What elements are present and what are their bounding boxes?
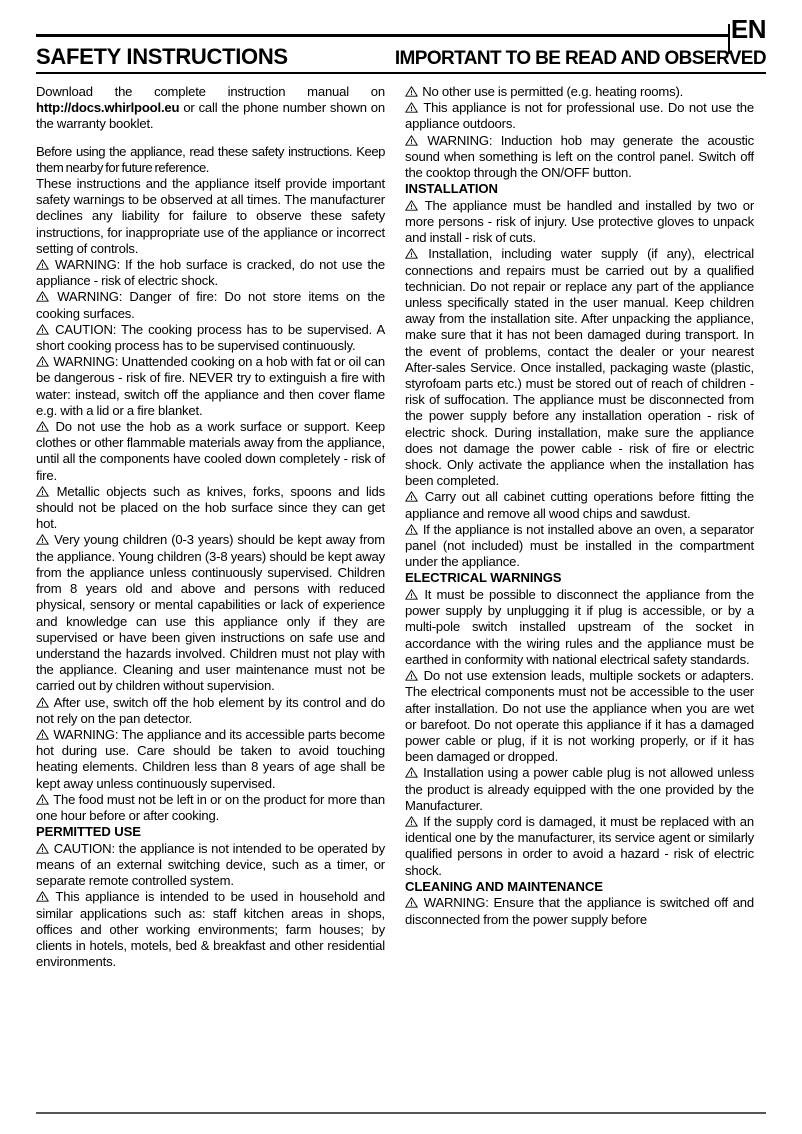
paragraph-text: Metallic objects such as knives, forks, spoons and lids should not be placed on the hob surface since they can get hot. [36, 483, 385, 532]
warning-triangle-icon [36, 729, 49, 740]
warning-triangle-icon [36, 843, 49, 854]
warning-triangle-icon [36, 356, 49, 367]
paragraph-text: WARNING: Danger of fire: Do not store items on the cooking surfaces. [36, 289, 385, 321]
warning-triangle-icon [36, 486, 49, 497]
warning-paragraph [36, 532, 385, 694]
warning-paragraph [36, 257, 385, 289]
section-heading: ELECTRICAL WARNINGS [405, 570, 562, 586]
paragraph-text: Installation, including water supply (if any), electrical connections and repairs must be carried out by a qualified technician. Do not repair or replace any part of the appliance unless specifically stated in the user manual. Keep children away from the installation site. After unpacking the appliance, make sure that it has not been damaged during transport. In the event of problems, contact the dealer or your nearest After-sales Service. Once installed, packaging waste (plastic, styrofoam parts etc.) must be stored out of reach of children - risk of suffocation. The appliance must be disconnected from the power supply before any installation operation - risk of electric shock. During installation, make sure the appliance does not damage the power cable - risk of fire or electric shock. Only activate the appliance when the installation has been completed. [405, 246, 754, 489]
warning-paragraph [36, 484, 385, 533]
warning-triangle-icon [36, 891, 49, 902]
section-heading: PERMITTED USE [36, 824, 141, 840]
page-title: SAFETY INSTRUCTIONS [36, 44, 288, 69]
paragraph-text: Carry out all cabinet cutting operations before fitting the appliance and remove all wood chips and sawdust. [405, 489, 754, 521]
section-heading: CLEANING AND MAINTENANCE [405, 878, 603, 894]
warning-triangle-icon [405, 200, 418, 211]
warning-paragraph [36, 792, 385, 824]
paragraph-text: WARNING: If the hob surface is cracked, do not use the appliance - risk of electric shock. [36, 257, 385, 289]
title-row [36, 44, 766, 70]
warning-paragraph [36, 841, 385, 890]
paragraph-spacer [36, 133, 385, 144]
body-paragraph [36, 144, 385, 176]
page-subtitle: IMPORTANT TO BE READ AND OBSERVED [394, 48, 766, 69]
paragraph-text: CAUTION: the appliance is not intended to be operated by means of an external switching device, such as a timer, or separate remote controlled system. [36, 840, 385, 889]
paragraph-text: These instructions and the appliance itself provide important safety warnings to be observed at all times. The manufacturer declines any liability for failure to observe these safety instructions, for inappropriate use of the appliance or incorrect setting of controls. [36, 176, 385, 256]
warning-paragraph [405, 84, 754, 100]
warning-paragraph [36, 889, 385, 970]
warning-paragraph [405, 765, 754, 814]
warning-triangle-icon [36, 259, 49, 270]
language-code: EN [730, 14, 766, 44]
paragraph-text: The food must not be left in or on the product for more than one hour before or after cooking. [36, 791, 385, 823]
paragraph-text: No other use is permitted (e.g. heating rooms). [422, 84, 684, 99]
warning-paragraph [36, 695, 385, 727]
paragraph-text: If the supply cord is damaged, it must be replaced with an identical one by the manufacturer, its service agent or similarly qualified persons in order to avoid a hazard - risk of electric shock. [405, 813, 754, 878]
warning-triangle-icon [36, 534, 49, 545]
warning-triangle-icon [36, 291, 49, 302]
warning-triangle-icon [405, 670, 418, 681]
warning-paragraph [405, 895, 754, 927]
left-column [36, 84, 385, 1084]
warning-paragraph [36, 419, 385, 484]
paragraph-text: If the appliance is not installed above an oven, a separator panel (not included) must be installed in the compartment under the appliance. [405, 521, 754, 570]
paragraph-text: After use, switch off the hob element by its control and do not rely on the pan detector. [36, 694, 385, 726]
warning-paragraph [405, 814, 754, 879]
paragraph-text: It must be possible to disconnect the appliance from the power supply by unplugging it if plug is accessible, or by a multi-pole switch installed upstream of the socket in accordance with the wiring rules and the appliance must be earthed in conformity with national electrical safety standards. [405, 587, 754, 667]
warning-paragraph [405, 522, 754, 571]
warning-paragraph [405, 100, 754, 132]
warning-triangle-icon [405, 767, 418, 778]
warning-triangle-icon [405, 491, 418, 502]
header-rule [36, 34, 728, 37]
warning-triangle-icon [405, 248, 418, 259]
paragraph-text: WARNING: Ensure that the appliance is switched off and disconnected from the power supply before [405, 895, 754, 927]
paragraph-text: WARNING: The appliance and its accessible parts become hot during use. Care should be taken to avoid touching heating elements. Children less than 8 years of age shall be kept away unless continuously supervised. [36, 726, 385, 791]
section-heading: INSTALLATION [405, 181, 498, 197]
header-underline [36, 72, 766, 74]
warning-triangle-icon [405, 816, 418, 827]
page-header [36, 14, 766, 78]
warning-triangle-icon [405, 86, 418, 97]
warning-triangle-icon [405, 897, 418, 908]
paragraph-text: WARNING: Induction hob may generate the acoustic sound when something is left on the control panel. Switch off the cooktop through the ON/OFF button. [405, 132, 754, 181]
paragraph-text: Very young children (0-3 years) should be kept away from the appliance. Young children (3-8 years) should be kept away from the appliance unless continuously supervised. Children from 8 years old and above and persons with reduced physical, sensory or mental capabilities or lack of experience and knowledge can use this appliance only if they are supervised or have been given instructions on safe use and understand the hazards involved. Children must not play with the appliance. Cleaning and user maintenance must not be carried out by children without supervision. [36, 532, 386, 694]
two-column-body [36, 84, 766, 1084]
warning-paragraph [36, 354, 385, 419]
warning-paragraph [405, 587, 754, 668]
warning-triangle-icon [405, 589, 418, 600]
warning-triangle-icon [36, 421, 49, 432]
warning-paragraph [405, 198, 754, 247]
warning-paragraph [405, 489, 754, 521]
warning-triangle-icon [405, 135, 418, 146]
warning-paragraph [36, 322, 385, 354]
warning-paragraph [36, 289, 385, 321]
body-paragraph [36, 176, 385, 257]
warning-paragraph [405, 246, 754, 489]
paragraph-text: Installation using a power cable plug is not allowed unless the product is already equipped with the one provided by the Manufacturer. [405, 765, 754, 813]
warning-triangle-icon [36, 697, 49, 708]
warning-triangle-icon [405, 524, 418, 535]
paragraph-text: This appliance is not for professional use. Do not use the appliance outdoors. [405, 100, 754, 132]
warning-paragraph [405, 668, 754, 765]
body-paragraph [36, 84, 385, 133]
paragraph-text: The appliance must be handled and installed by two or more persons - risk of injury. Use protective gloves to unpack and install - risk of cuts. [405, 197, 755, 246]
paragraph-text: This appliance is intended to be used in household and similar applications such as: staff kitchen areas in shops, offices and other working environments; farm houses; by clients in hotels, motels, bed & breakfast and other residential environments. [36, 889, 385, 970]
paragraph-text: CAUTION: The cooking process has to be supervised. A short cooking process has to be supervised continuously. [36, 321, 385, 354]
manual-url: http://docs.whirlpool.eu [36, 100, 180, 116]
paragraph-text: Do not use the hob as a work surface or support. Keep clothes or other flammable materials away from the appliance, until all the components have cooled down completely - risk of fire. [36, 419, 385, 483]
warning-triangle-icon [36, 324, 49, 335]
paragraph-text: Do not use extension leads, multiple sockets or adapters. The electrical components must not be accessible to the user after installation. Do not use the appliance when you are wet or barefoot. Do not operate this appliance if it has a damaged power cable or plug, if it is not working properly, or if it has been damaged or dropped. [405, 668, 754, 765]
footer-rule [36, 1112, 766, 1114]
right-column [405, 84, 754, 1084]
warning-paragraph [405, 133, 754, 182]
paragraph-text: Before using the appliance, read these safety instructions. Keep them nearby for future reference. [36, 143, 385, 175]
warning-paragraph [36, 727, 385, 792]
warning-triangle-icon [36, 794, 49, 805]
warning-triangle-icon [405, 102, 418, 113]
paragraph-text: WARNING: Unattended cooking on a hob with fat or oil can be dangerous - risk of fire. NEVER try to extinguish a fire with water: instead, switch off the appliance and then cover flame e.g. with a lid or a fire blanket. [36, 354, 385, 418]
paragraph-text: Download the complete instruction manual on http://docs.whirlpool.eu or call the phone number shown on the warranty booklet. [36, 84, 385, 132]
